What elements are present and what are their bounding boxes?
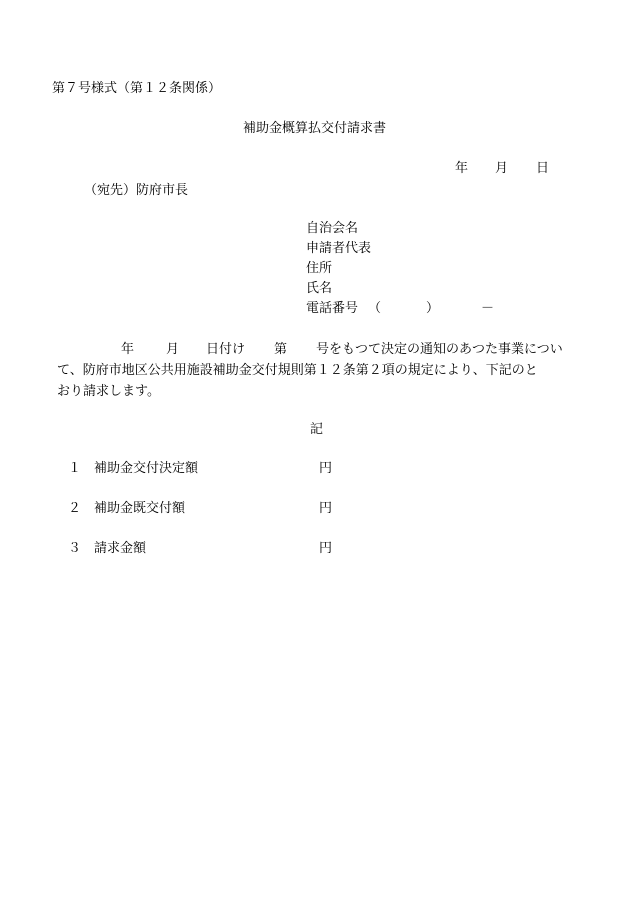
- addressee: （宛先）防府市長: [84, 183, 189, 198]
- date-month-label: 月: [495, 161, 509, 176]
- document-title: 補助金概算払交付請求書: [243, 121, 387, 136]
- paragraph-line-1: [57, 343, 577, 364]
- amount-item: [68, 542, 368, 582]
- yen-unit: 円: [319, 541, 333, 556]
- association-name-label: 自治会名: [306, 221, 359, 236]
- yen-unit: 円: [319, 461, 333, 476]
- yen-unit: 円: [319, 501, 333, 516]
- applicant-representative-label: 申請者代表: [306, 241, 372, 256]
- phone-row: [306, 302, 494, 322]
- paragraph-line-1-text: 号をもつて決定の通知のあつた事業につい: [316, 342, 563, 357]
- applicant-block: [306, 222, 494, 322]
- paragraph-line-3: おり請求します。: [57, 384, 160, 399]
- paragraph-line-2: て、防府市地区公共用施設補助金交付規則第１２条第２項の規定により、下記のと: [57, 363, 538, 378]
- amount-item: [68, 502, 368, 542]
- decision-month-label: 月: [166, 342, 180, 357]
- date-year-label: 年: [455, 161, 469, 176]
- name-label: 氏名: [306, 281, 333, 296]
- item-label: 補助金既交付額: [94, 501, 186, 516]
- address-label: 住所: [306, 261, 333, 276]
- item-label: 補助金交付決定額: [94, 461, 199, 476]
- decision-year-label: 年: [121, 342, 135, 357]
- request-paragraph: [57, 343, 577, 406]
- phone-dash: －: [481, 301, 495, 316]
- phone-label: 電話番号: [306, 301, 359, 316]
- date-line: [455, 162, 549, 175]
- decision-number-prefix: 第: [274, 342, 288, 357]
- item-number: ３: [68, 541, 82, 556]
- amount-item: [68, 462, 368, 502]
- item-number: ２: [68, 501, 82, 516]
- phone-paren-close: ）: [426, 301, 440, 316]
- amount-list: [68, 462, 368, 582]
- decision-dated-label: 日付け: [206, 342, 246, 357]
- ki-heading: 記: [310, 422, 324, 437]
- form-number: 第７号様式（第１２条関係）: [52, 81, 222, 96]
- item-label: 請求金額: [94, 541, 147, 556]
- date-day-label: 日: [536, 161, 550, 176]
- phone-paren-open: （: [368, 301, 382, 316]
- item-number: １: [68, 461, 82, 476]
